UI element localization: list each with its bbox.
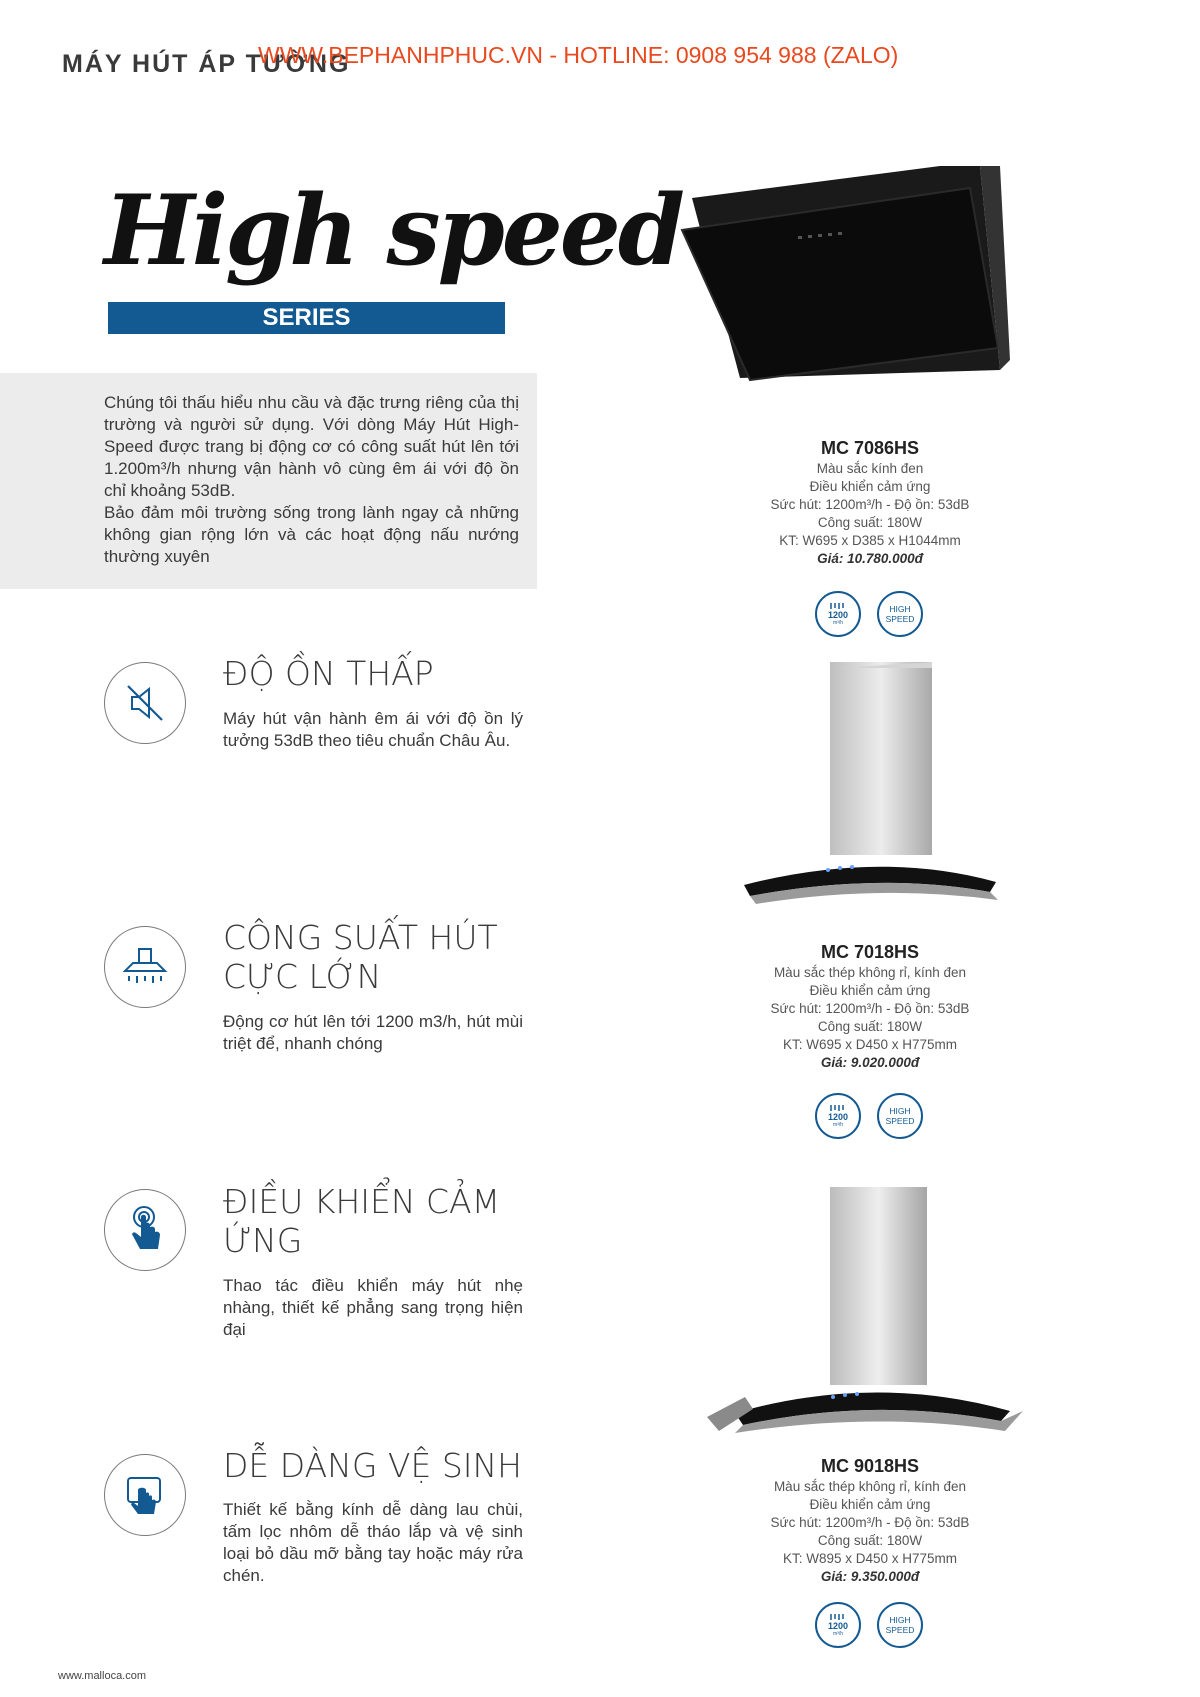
product-size: KT: W895 x D450 x H775mm	[782, 1551, 958, 1566]
feature-title-3: ĐIỀU KHIỂN CẢM ỨNG	[223, 1182, 501, 1260]
feature-title-4: DỄ DÀNG VỆ SINH	[223, 1446, 522, 1485]
product-control: Điều khiển cảm ứng	[809, 479, 931, 494]
product-image-mc7086hs	[680, 160, 1010, 390]
product-suction: Sức hút: 1200m³/h - Độ ồn: 53dB	[770, 1001, 970, 1016]
high-speed-badge: HIGH SPEED	[877, 1093, 923, 1139]
product-name: MC 9018HS	[820, 1456, 920, 1476]
product-price: Giá: 9.350.000đ	[820, 1569, 920, 1584]
product-info-mc7018hs	[720, 940, 1020, 1072]
intro-text	[104, 392, 519, 568]
hotline-watermark: WWW.BEPHANHPHUC.VN - HOTLINE: 0908 954 988 (ZALO)	[258, 42, 899, 68]
cleaning-hand-icon	[122, 1472, 168, 1518]
high-speed-brush-text: High speed	[104, 174, 682, 287]
high-speed-badge: HIGH SPEED	[877, 591, 923, 637]
product-color: Màu sắc thép không rỉ, kính đen	[773, 965, 967, 980]
feature-desc-3: Thao tác điều khiển máy hút nhẹ nhàng, thiết kế phẳng sang trọng hiện đại	[223, 1276, 523, 1339]
product-info-mc9018hs	[720, 1454, 1020, 1586]
product-name: MC 7086HS	[820, 438, 920, 458]
feature-desc-2: Động cơ hút lên tới 1200 m3/h, hút mùi triệt để, nhanh chóng	[223, 1012, 523, 1053]
product-price: Giá: 9.020.000đ	[820, 1055, 920, 1070]
airflow-icon	[829, 1614, 847, 1621]
product-size: KT: W695 x D385 x H1044mm	[779, 533, 961, 548]
feature-desc-4: Thiết kế bằng kính dễ dàng lau chùi, tấm lọc nhôm dễ tháo lắp và vệ sinh loại bỏ dầu mỡ bằng tay hoặc máy rửa chén.	[223, 1500, 523, 1585]
product-image-mc7018hs	[740, 660, 1030, 905]
product-info-mc7086hs	[720, 436, 1020, 568]
mute-speaker-icon	[122, 680, 168, 726]
range-hood-icon	[119, 947, 171, 987]
high-speed-logo	[100, 152, 682, 302]
feature-icon-circle-4	[104, 1454, 186, 1536]
product-power: Công suất: 180W	[817, 1019, 923, 1034]
product-control: Điều khiển cảm ứng	[809, 983, 931, 998]
product-control: Điều khiển cảm ứng	[809, 1497, 931, 1512]
feature-icon-circle-1	[104, 662, 186, 744]
suction-1200-badge: 1200 m³/h	[815, 591, 861, 637]
page-title: MÁY HÚT ÁP TƯỜNG	[62, 50, 351, 78]
suction-1200-badge: 1200 m³/h	[815, 1602, 861, 1648]
product-color: Màu sắc thép không rỉ, kính đen	[773, 1479, 967, 1494]
product-suction: Sức hút: 1200m³/h - Độ ồn: 53dB	[770, 497, 970, 512]
feature-icon-circle-2	[104, 926, 186, 1008]
touch-hand-icon	[122, 1205, 168, 1255]
product-image-mc9018hs	[705, 1185, 1030, 1435]
suction-1200-badge: 1200 m³/h	[815, 1093, 861, 1139]
footer-website: www.malloca.com	[58, 1670, 147, 1682]
product-suction: Sức hút: 1200m³/h - Độ ồn: 53dB	[770, 1515, 970, 1530]
intro-paragraph-1: Chúng tôi thấu hiểu nhu cầu và đặc trưng riêng của thị trường và người sử dụng. Với dòng Máy Hút High-Speed được trang bị động cơ có công suất hút lên tới 1.200m³/h nhưng vận hành vô cùng êm ái với độ ồn chỉ khoảng 53dB.	[104, 393, 519, 500]
feature-icon-circle-3	[104, 1189, 186, 1271]
feature-desc-1: Máy hút vận hành êm ái với độ ồn lý tưởng 53dB theo tiêu chuẩn Châu Âu.	[223, 709, 523, 750]
product-power: Công suất: 180W	[817, 1533, 923, 1548]
feature-title-2: CÔNG SUẤT HÚT CỰC LỚN	[223, 918, 498, 996]
product-power: Công suất: 180W	[817, 515, 923, 530]
feature-title-1: ĐỘ ỒN THẤP	[223, 654, 434, 693]
product-name: MC 7018HS	[820, 942, 920, 962]
airflow-icon	[829, 603, 847, 610]
high-speed-badge: HIGH SPEED	[877, 1602, 923, 1648]
product-price: Giá: 10.780.000đ	[817, 551, 923, 566]
airflow-icon	[829, 1105, 847, 1112]
product-size: KT: W695 x D450 x H775mm	[782, 1037, 958, 1052]
intro-paragraph-2: Bảo đảm môi trường sống trong lành ngay cả những không gian rộng lớn và các hoạt động nấu nướng thường xuyên	[104, 503, 519, 566]
series-label: SERIES	[108, 302, 505, 334]
product-color: Màu sắc kính đen	[816, 461, 924, 476]
